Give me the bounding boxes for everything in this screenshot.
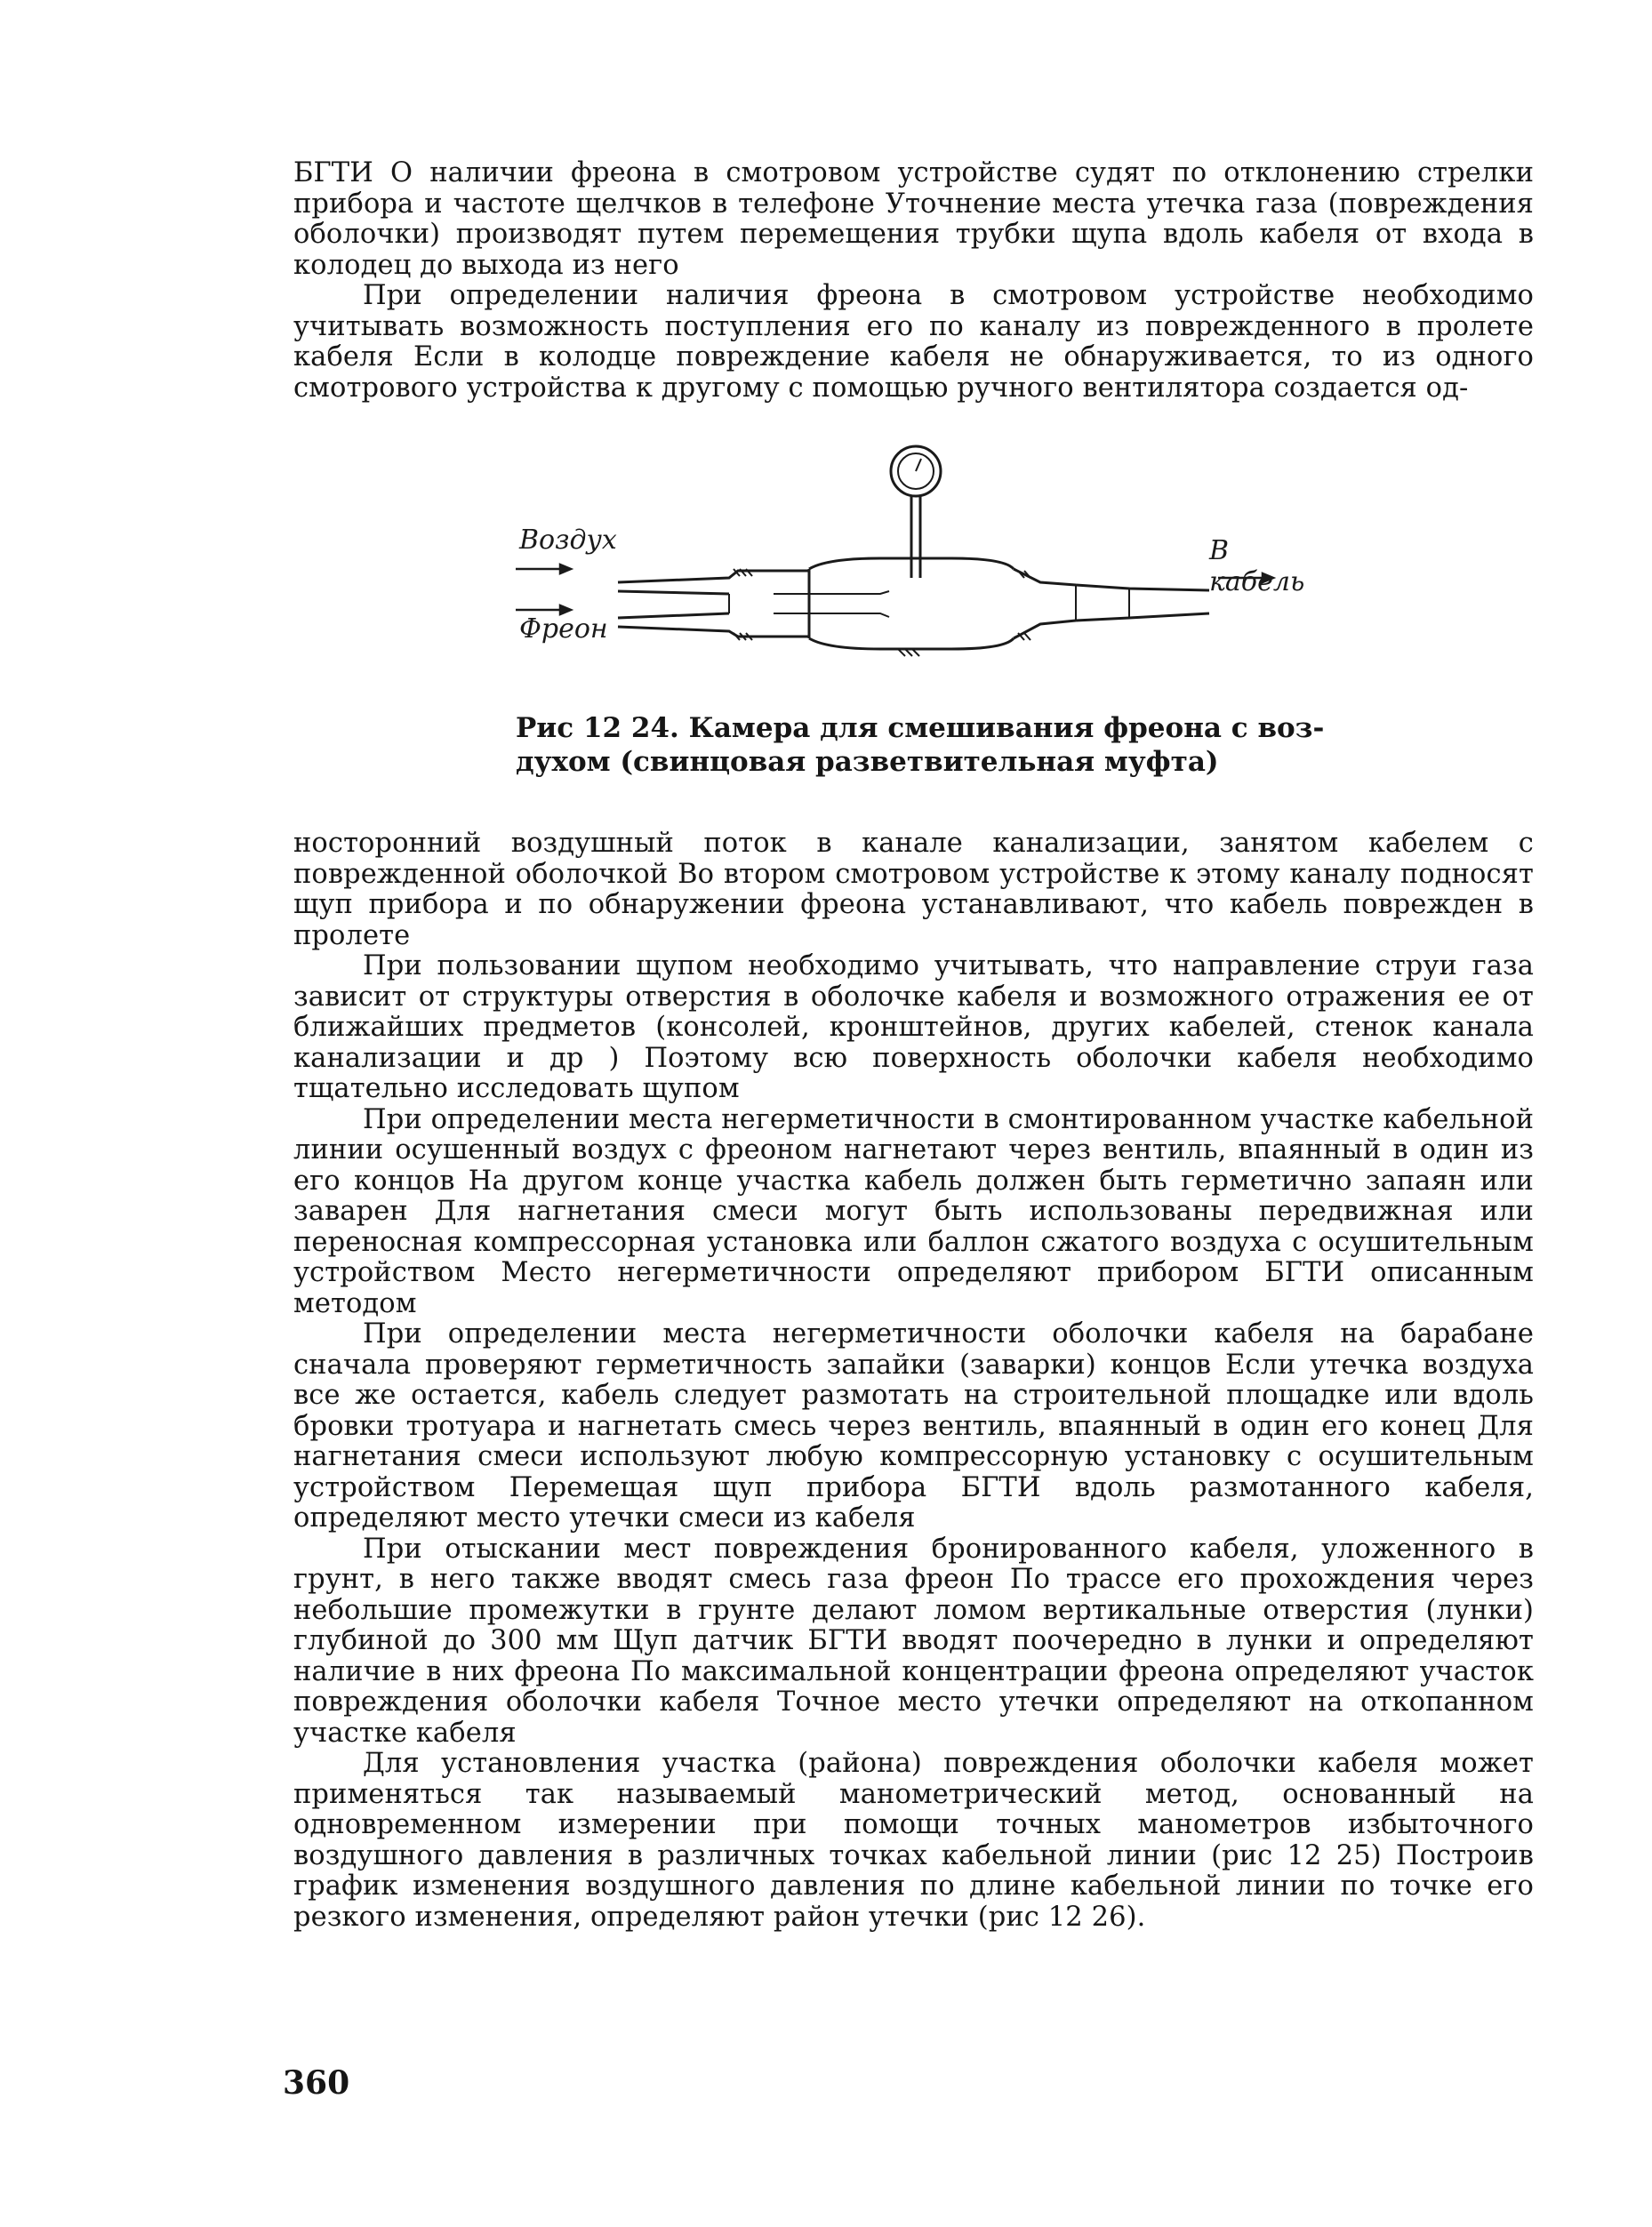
page-number: 360 <box>283 2064 350 2102</box>
chamber-bottom <box>809 638 1014 649</box>
paragraph: При определении наличия фреона в смотровом устройстве необходимо учитывать возможность поступления его по каналу из поврежденного в пролете кабеля Если в колодце повреждение кабеля не обнаруживается, то из одного смотрового устройства к другому с помощью ручного вентилятора создается од- <box>293 280 1534 404</box>
caption-line: духом (свинцовая разветвительная муфта) <box>516 746 1219 778</box>
freon-inlet-tube <box>618 613 729 618</box>
paragraph: носторонний воздушный поток в канале канализации, занятом кабелем с поврежденной оболочкой Во втором смотровом устройстве к этому каналу подносят щуп прибора и по обнаружении фреона устанавливают, что кабель поврежден в пролете <box>293 828 1534 951</box>
mixing-chamber-figure <box>507 436 1307 667</box>
figure-caption <box>516 711 1334 779</box>
label-freon: Фреон <box>519 613 608 645</box>
paragraph: БГТИ О наличии фреона в смотровом устройстве судят по отклонению стрелки прибора и частоте щелчков в телефоне Уточнение места утечка газа (повреждения оболочки) производят путем перемещения трубки щупа вдоль кабеля от входа в колодец до выхода из него <box>293 157 1534 281</box>
paragraph: При пользовании щупом необходимо учитывать, что направление струи газа зависит от структуры отверстия в оболочке кабеля и возможного отражения ее от ближайших предметов (консолей, кронштейнов, других кабелей, стенок канала канализации и др ) Поэтому всю поверхность оболочки кабеля необходимо тщательно исследовать щупом <box>293 950 1534 1104</box>
label-air: Воздух <box>519 525 617 556</box>
paragraph: При определении места негерметичности оболочки кабеля на барабане сначала проверяют герметичность запайки (заварки) концов Если утечка воздуха все же остается, кабель следует размотать на строительной площадке или вдоль бровки тротуара и нагнетать смесь через вентиль, впаянный в один его конец Для нагнетания смеси используют любую компрессорную установку с осушительным устройством Перемещая щуп прибора БГТИ вдоль размотанного кабеля, определяют место утечки смеси из кабеля <box>293 1318 1534 1534</box>
paragraph: При определении места негерметичности в смонтированном участке кабельной линии осушенный воздух с фреоном нагнетают через вентиль, впаянный в один из его концов На другом конце участка кабель должен быть герметично запаян или заварен Для нагнетания смеси могут быть использованы передвижная или переносная компрессорная установка или баллон сжатого воздуха с осушительным устройством Место негерметичности определяют прибором БГТИ описанным методом <box>293 1103 1534 1319</box>
text-block-main <box>293 829 1534 1933</box>
mixing-chamber-diagram <box>507 436 1307 667</box>
caption-line: Рис 12 24. Камера для смешивания фреона с воз- <box>516 712 1325 744</box>
air-inlet-tube <box>618 571 809 582</box>
label-to-cable: В кабель <box>1209 535 1305 597</box>
paragraph: При отыскании мест повреждения бронированного кабеля, уложенного в грунт, в него также вводят смесь газа фреон По трассе его прохождения через небольшие промежутки в грунте делают ломом вертикальные отверстия (лунки) глубиной до 300 мм Щуп датчик БГТИ вводят поочередно в лунки и определяют наличие в них фреона По максимальной концентрации фреона определяют участок повреждения оболочки кабеля Точное место утечки определяют на откопанном участке кабеля <box>293 1533 1534 1749</box>
cable-outlet <box>1076 585 1209 590</box>
text-block-top <box>293 158 1534 404</box>
paragraph: Для установления участка (района) повреждения оболочки кабеля может применяться так называемый манометрический метод, основанный на одновременном измерении при помощи точных манометров избыточного воздушного давления в различных точках кабельной линии (рис 12 25) Построив график изменения воздушного давления по длине кабельной линии по точке его резкого изменения, определяют район утечки (рис 12 26). <box>293 1748 1534 1933</box>
